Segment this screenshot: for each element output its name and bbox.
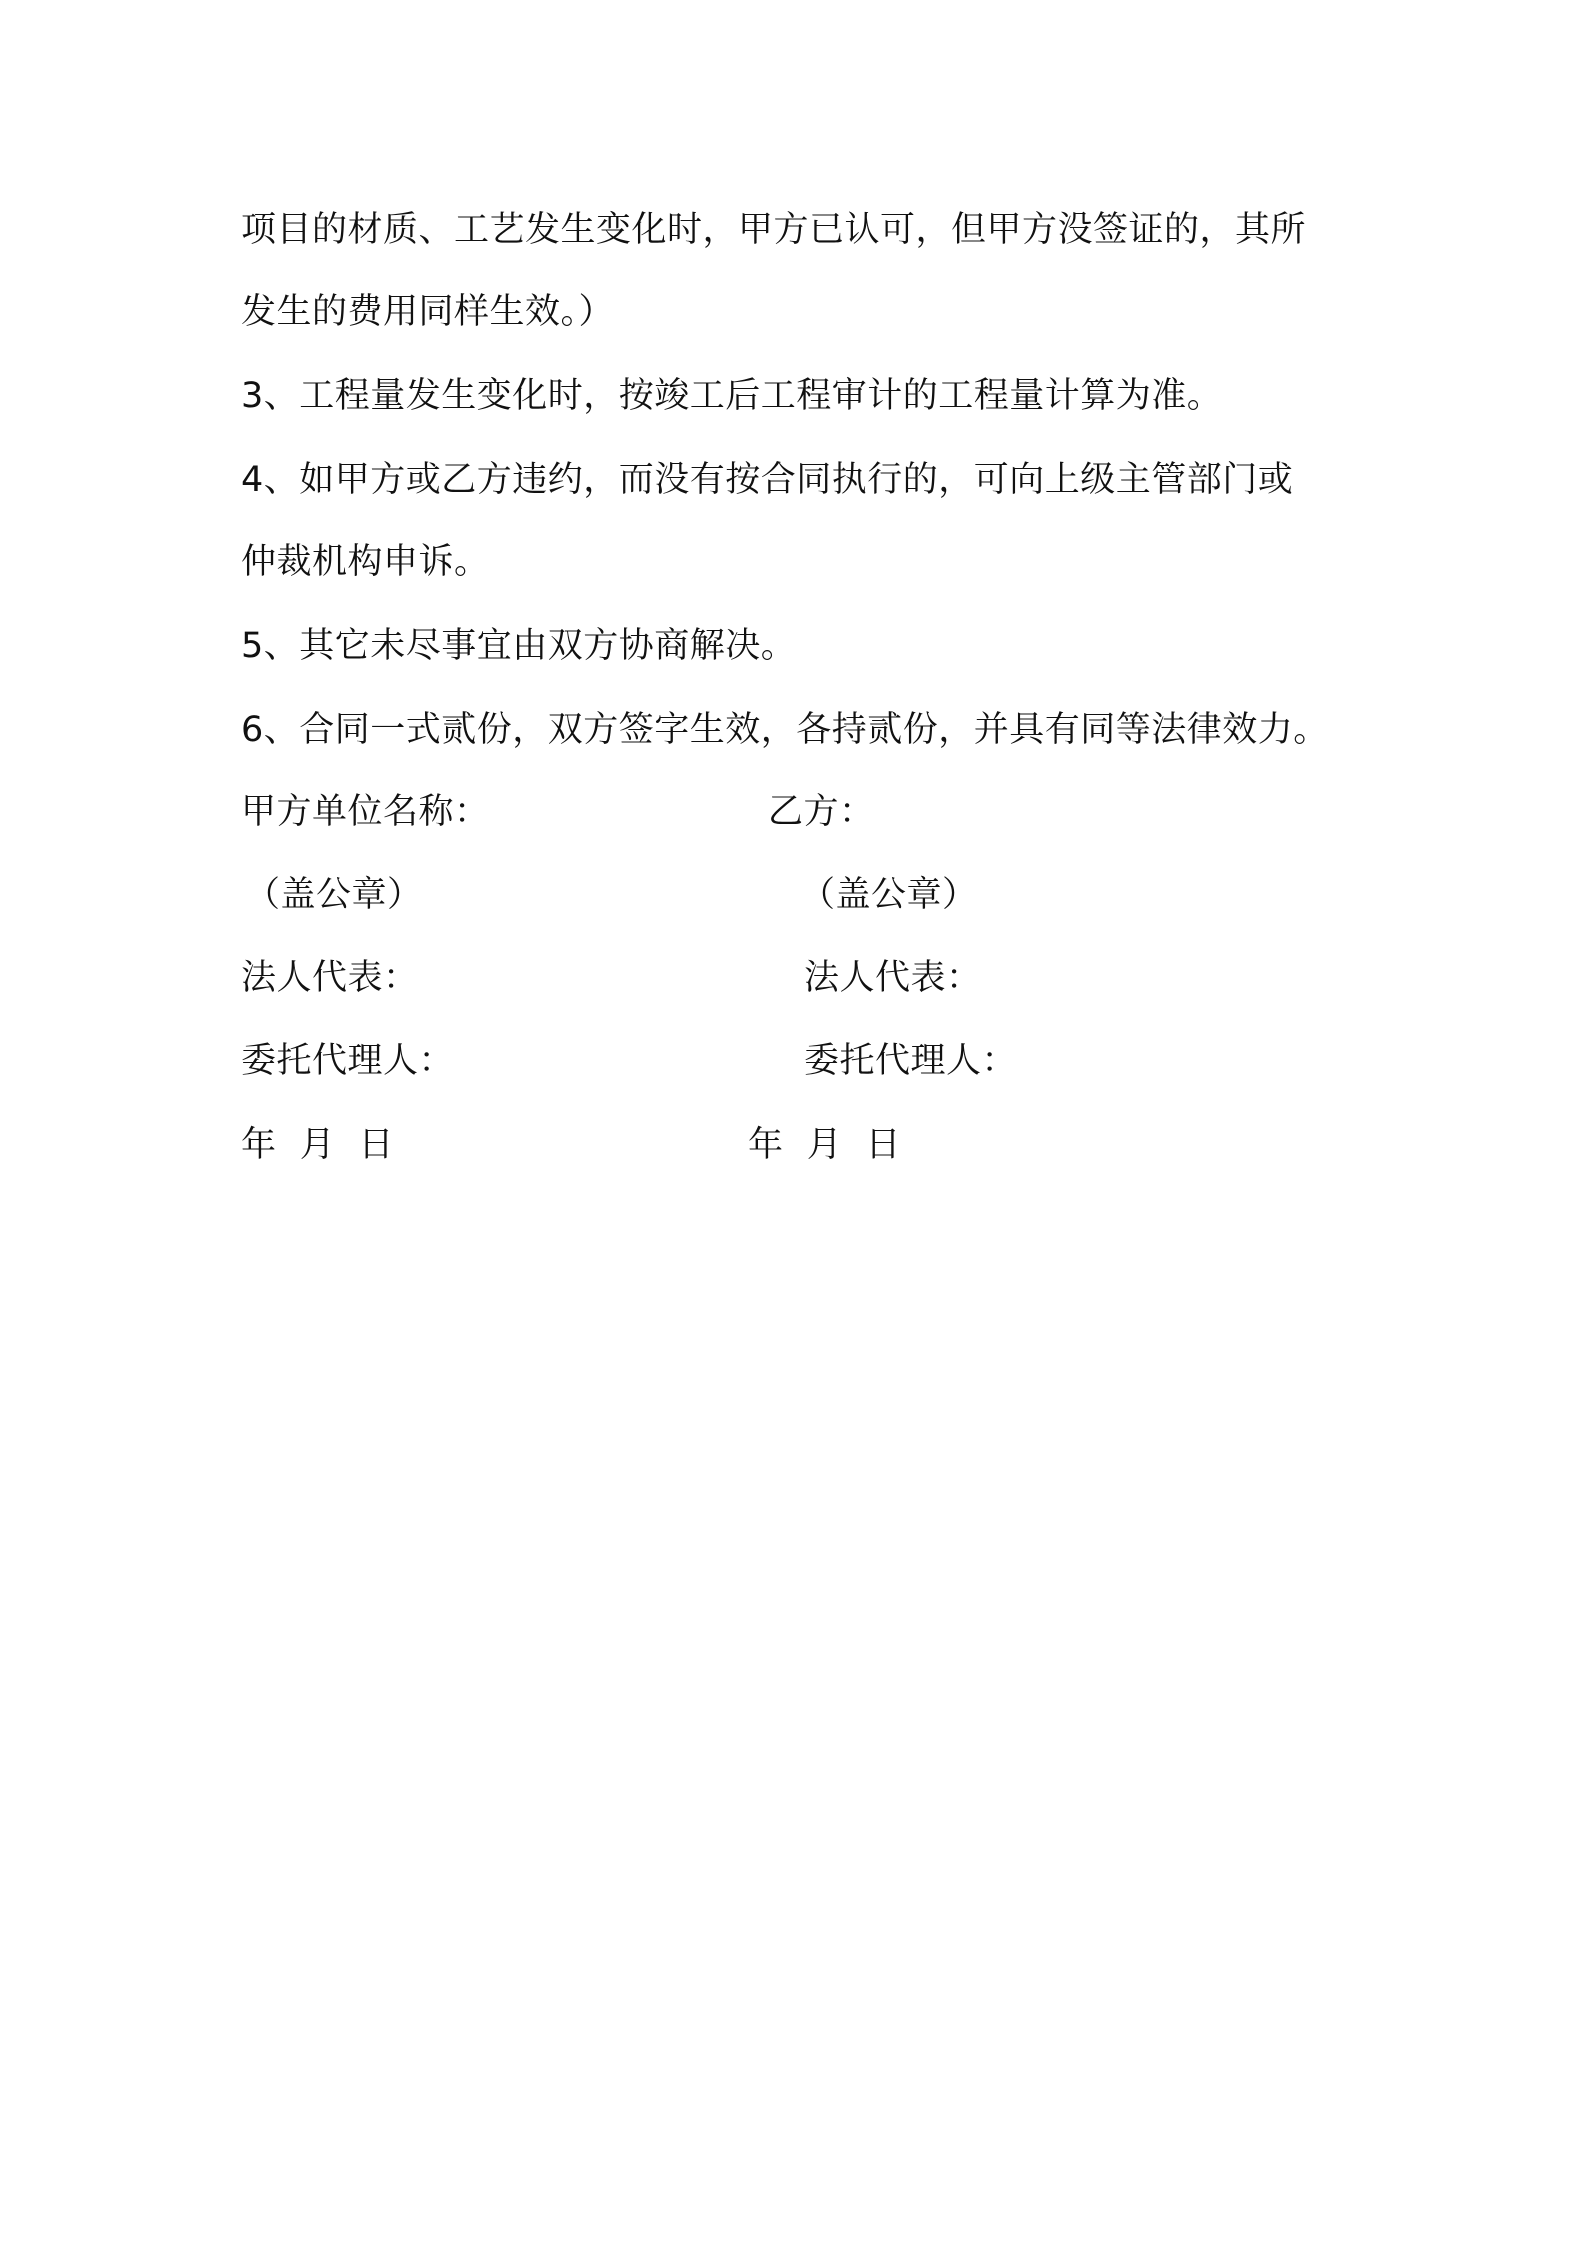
- party-a-legal-rep: 法人代表：: [241, 958, 419, 998]
- clause-continuation-line-2: 发生的费用同样生效。）: [241, 292, 615, 332]
- clause-4-line-2: 仲裁机构申诉。: [241, 542, 490, 582]
- party-b-seal: （盖公章）: [800, 875, 978, 915]
- party-a-date: 年 月 日: [241, 1125, 395, 1165]
- clause-continuation-line-1: 项目的材质、工艺发生变化时，甲方已认可，但甲方没签证的，其所: [241, 210, 1307, 250]
- party-b-agent: 委托代理人：: [804, 1041, 1018, 1081]
- clause-5: 5、其它未尽事宜由双方协商解决。: [241, 626, 797, 666]
- party-b-legal-rep: 法人代表：: [804, 958, 982, 998]
- party-b-date: 年 月 日: [748, 1125, 902, 1165]
- party-b-name-label: 乙方：: [768, 792, 875, 832]
- party-a-agent: 委托代理人：: [241, 1041, 455, 1081]
- party-a-seal: （盖公章）: [245, 875, 423, 915]
- party-a-name-label: 甲方单位名称：: [241, 792, 490, 832]
- clause-4-line-1: 4、如甲方或乙方违约，而没有按合同执行的，可向上级主管部门或: [241, 460, 1294, 500]
- clause-3: 3、工程量发生变化时，按竣工后工程审计的工程量计算为准。: [241, 376, 1223, 416]
- clause-6: 6、合同一式贰份，双方签字生效，各持贰份，并具有同等法律效力。: [241, 710, 1329, 750]
